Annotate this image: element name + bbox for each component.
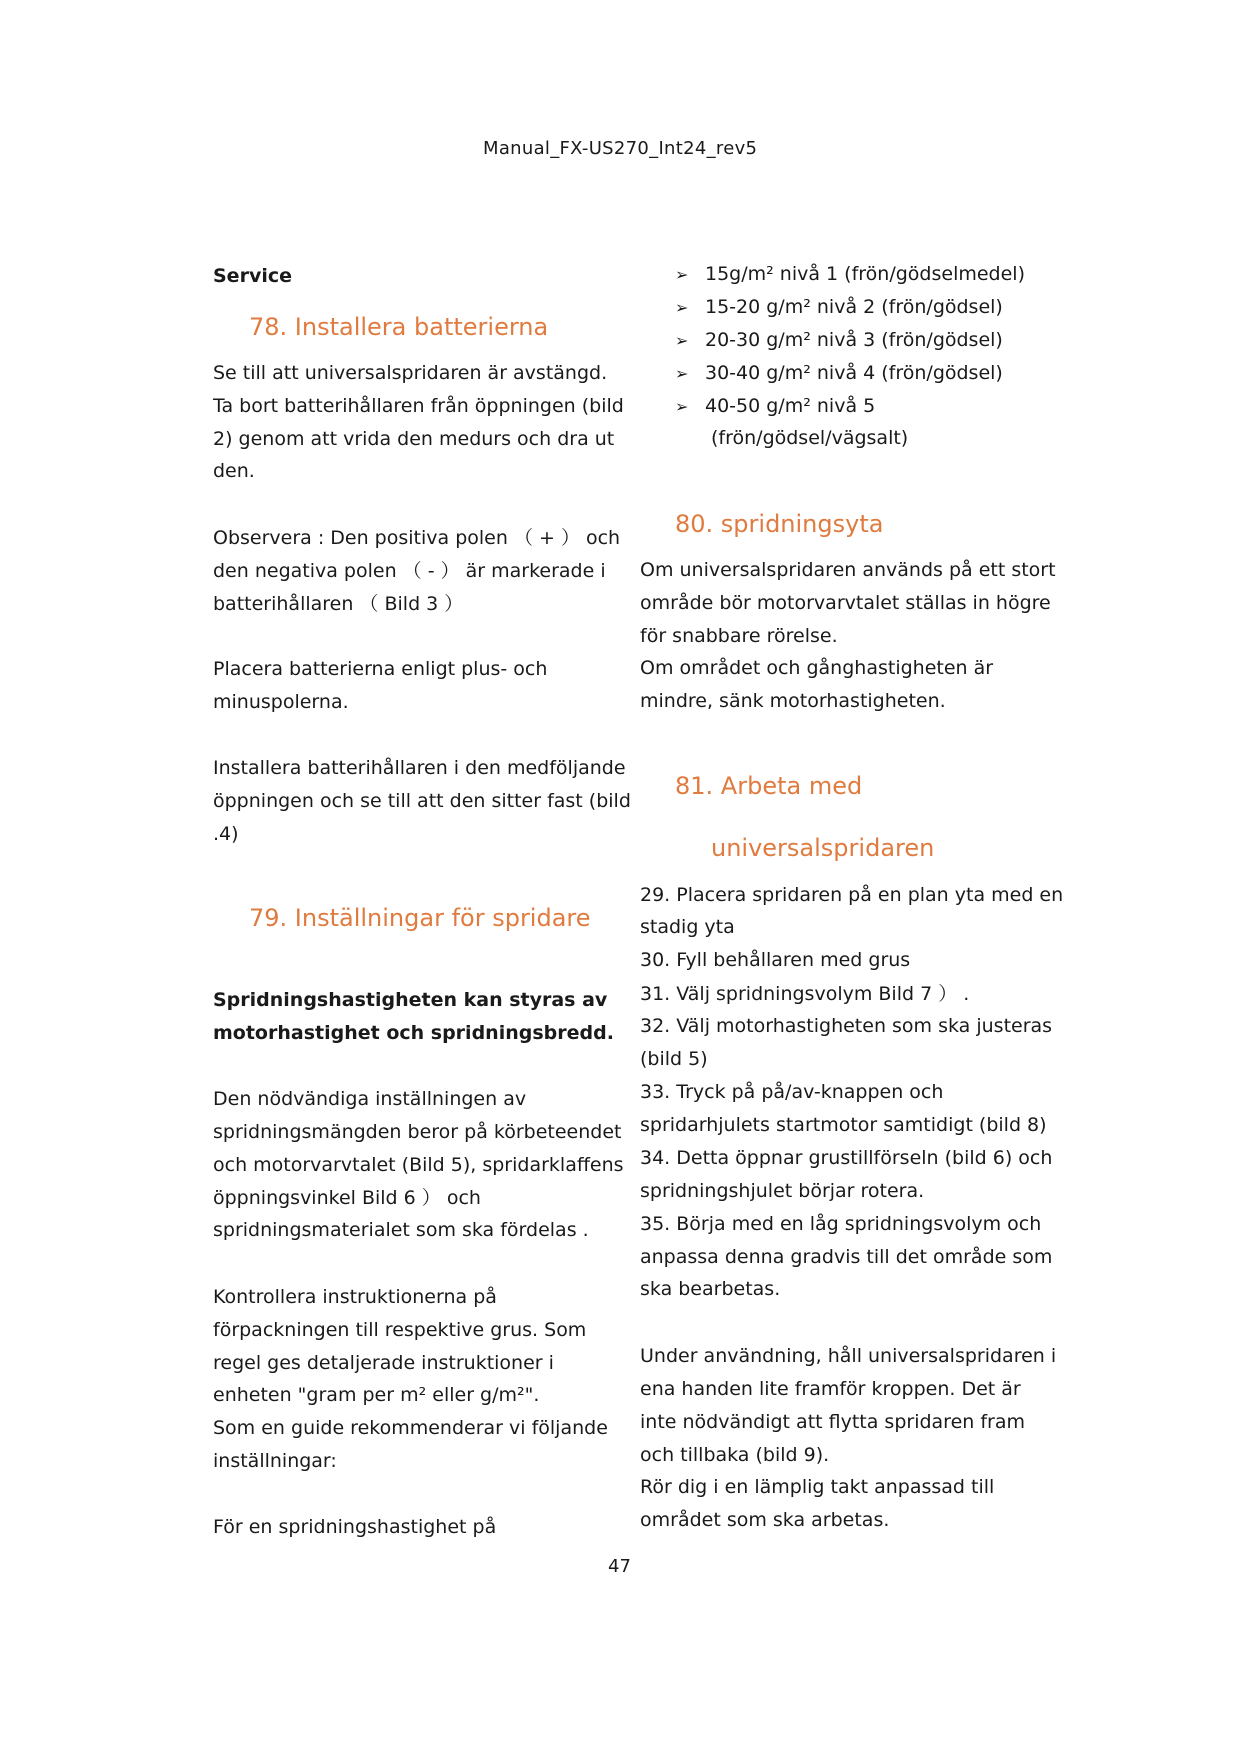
heading-80: 80. spridningsyta <box>675 510 884 538</box>
paragraph-line: Den nödvändiga inställningen av <box>213 1088 527 1110</box>
step-line: spridningshjulet börjar rotera. <box>640 1180 925 1202</box>
paragraph-line: mindre, sänk motorhastigheten. <box>640 690 946 712</box>
step-line: 31. Välj spridningsvolym Bild 7 ） . <box>640 983 970 1005</box>
step-line: spridarhjulets startmotor samtidigt (bild 8) <box>640 1114 1047 1136</box>
step-line: 30. Fyll behållaren med grus <box>640 949 911 971</box>
step-line: 33. Tryck på på/av-knappen och <box>640 1081 944 1103</box>
paragraph-line: regel ges detaljerade instruktioner i <box>213 1352 554 1374</box>
paragraph-line: inte nödvändigt att flytta spridaren fram <box>640 1411 1025 1433</box>
step-line: 34. Detta öppnar grustillförseln (bild 6) och <box>640 1147 1053 1169</box>
bullet-item: ➢ 15-20 g/m² nivå 2 (frön/gödsel) <box>675 291 1003 324</box>
arrowhead-bullet-icon: ➢ <box>675 397 689 416</box>
paragraph-line: inställningar: <box>213 1450 337 1472</box>
paragraph-line: minuspolerna. <box>213 691 349 713</box>
bold-line: motorhastighet och spridningsbredd. <box>213 1022 614 1044</box>
paragraph-line: och tillbaka (bild 9). <box>640 1444 830 1466</box>
arrowhead-bullet-icon: ➢ <box>675 298 689 317</box>
page-number: 47 <box>608 1556 631 1577</box>
arrowhead-bullet-icon: ➢ <box>675 265 689 284</box>
heading-79: 79. Inställningar för spridare <box>249 904 591 932</box>
step-line: 29. Placera spridaren på en plan yta med en <box>640 884 1064 906</box>
paragraph-line: Om universalspridaren används på ett stort <box>640 559 1056 581</box>
paragraph-line: Observera : Den positiva polen （ + ） och <box>213 527 621 549</box>
step-line: 35. Börja med en låg spridningsvolym och <box>640 1213 1042 1235</box>
paragraph-line: öppningen och se till att den sitter fast (bild <box>213 790 631 812</box>
paragraph-line: Ta bort batterihållaren från öppningen (bild <box>213 395 624 417</box>
paragraph-line: spridningsmängden beror på körbeteendet <box>213 1121 622 1143</box>
paragraph-line: område bör motorvarvtalet ställas in högre <box>640 592 1051 614</box>
bold-line: Spridningshastigheten kan styras av <box>213 989 608 1011</box>
paragraph-line: för snabbare rörelse. <box>640 625 838 647</box>
bullet-item: ➢ 15g/m² nivå 1 (frön/gödselmedel) <box>675 258 1025 291</box>
paragraph-line: området som ska arbetas. <box>640 1509 890 1531</box>
paragraph-line: förpackningen till respektive grus. Som <box>213 1319 587 1341</box>
heading-78: 78. Installera batterierna <box>249 313 549 341</box>
bullet-item: ➢ 40-50 g/m² nivå 5 <box>675 390 875 423</box>
paragraph-line: öppningsvinkel Bild 6 ） och <box>213 1187 481 1209</box>
paragraph-line: Se till att universalspridaren är avstängd. <box>213 362 608 384</box>
paragraph-line: Under användning, håll universalspridaren i <box>640 1345 1057 1367</box>
paragraph-line: den negativa polen （ - ） är markerade i <box>213 560 606 582</box>
paragraph-line: För en spridningshastighet på <box>213 1516 497 1538</box>
document-header: Manual_FX-US270_Int24_rev5 <box>483 138 758 159</box>
heading-81: 81. Arbeta med <box>675 772 863 800</box>
paragraph-line: enheten "gram per m² eller g/m²". <box>213 1384 540 1406</box>
paragraph-line: .4) <box>213 823 239 845</box>
arrowhead-bullet-icon: ➢ <box>675 331 689 350</box>
paragraph-line: den. <box>213 460 255 482</box>
step-line: (bild 5) <box>640 1048 708 1070</box>
paragraph-line: och motorvarvtalet (Bild 5), spridarklaffens <box>213 1154 624 1176</box>
paragraph-line: Kontrollera instruktionerna på <box>213 1286 497 1308</box>
paragraph-line: ena handen lite framför kroppen. Det är <box>640 1378 1021 1400</box>
heading-81-continuation: universalspridaren <box>711 834 935 862</box>
step-line: 32. Välj motorhastigheten som ska justeras <box>640 1015 1053 1037</box>
section-label-service: Service <box>213 265 292 287</box>
paragraph-line: Placera batterierna enligt plus- och <box>213 658 548 680</box>
paragraph-line: Installera batterihållaren i den medföljande <box>213 757 626 779</box>
step-line: stadig yta <box>640 916 735 938</box>
arrowhead-bullet-icon: ➢ <box>675 364 689 383</box>
step-line: anpassa denna gradvis till det område som <box>640 1246 1053 1268</box>
bullet-item: ➢ 30-40 g/m² nivå 4 (frön/gödsel) <box>675 357 1003 390</box>
paragraph-line: 2) genom att vrida den medurs och dra ut <box>213 428 615 450</box>
step-line: ska bearbetas. <box>640 1278 781 1300</box>
paragraph-line: batterihållaren （ Bild 3 ） <box>213 593 464 615</box>
bullet-continuation: (frön/gödsel/vägsalt) <box>711 427 909 449</box>
paragraph-line: Rör dig i en lämplig takt anpassad till <box>640 1476 995 1498</box>
paragraph-line: Som en guide rekommenderar vi följande <box>213 1417 608 1439</box>
bullet-item: ➢ 20-30 g/m² nivå 3 (frön/gödsel) <box>675 324 1003 357</box>
paragraph-line: spridningsmaterialet som ska fördelas . <box>213 1219 589 1241</box>
paragraph-line: Om området och gånghastigheten är <box>640 657 994 679</box>
